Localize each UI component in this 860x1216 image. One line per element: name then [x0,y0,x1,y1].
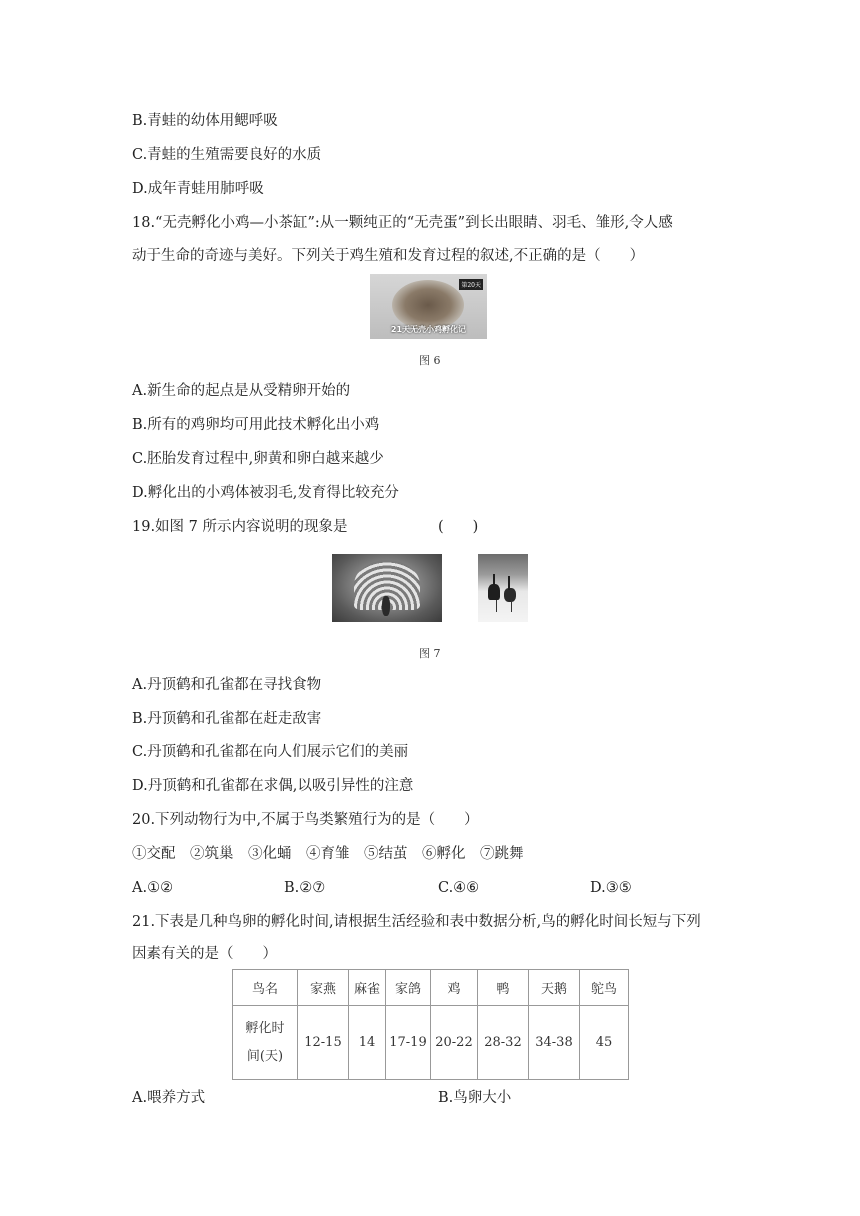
table-header-cell: 鸵鸟 [580,970,629,1006]
q19-stem: 19.如图 7 所示内容说明的现象是 [132,519,348,535]
q19-option-b: B.丹顶鹤和孔雀都在赶走敌害 [132,711,322,727]
q21-option-b: B.鸟卵大小 [438,1090,512,1106]
figure-6-chick-photo [370,274,487,339]
hatching-time-table [232,969,629,1080]
q21-stem-line-2: 因素有关的是（ ） [132,946,277,962]
table-cell: 34-38 [529,1006,580,1080]
crane-right-neck [508,576,510,590]
q18-option-d: D.孵化出的小鸡体被羽毛,发育得比较充分 [132,485,399,501]
photo-corner-label: 第20天 [459,279,483,290]
table-cell: 14 [349,1006,386,1080]
row-label-line-2: 间(天) [246,1048,284,1064]
q21-option-a: A.喂养方式 [132,1090,206,1106]
table-header-cell: 家燕 [298,970,349,1006]
table-header-cell: 鸟名 [233,970,298,1006]
table-cell: 12-15 [298,1006,349,1080]
crane-legs [496,600,512,612]
crane-left [488,584,500,600]
table-header-cell: 鸡 [431,970,478,1006]
table-header-cell: 鸭 [478,970,529,1006]
q20-option-c: C.④⑥ [438,880,480,896]
q19-option-a: A.丹顶鹤和孔雀都在寻找食物 [132,677,322,693]
egg-yolk-shape [392,280,464,330]
q19-option-d: D.丹顶鹤和孔雀都在求偶,以吸引异性的注意 [132,778,414,794]
q18-stem-line-1: 18.“无壳孵化小鸡—小茶缸”:从一颗纯正的“无壳蛋”到长出眼睛、羽毛、雏形,令人感 [132,215,673,231]
table-cell: 45 [580,1006,629,1080]
figure-7-caption: 图 7 [419,647,441,660]
table-header-cell: 家鸽 [386,970,431,1006]
q17-option-d: D.成年青蛙用肺呼吸 [132,181,264,197]
table-header-cell: 麻雀 [349,970,386,1006]
q20-option-a: A.①② [132,880,174,896]
table-cell: 17-19 [386,1006,431,1080]
q18-option-b: B.所有的鸡卵均可用此技术孵化出小鸡 [132,417,380,433]
table-cell: 20-22 [431,1006,478,1080]
figure-6-caption: 图 6 [419,354,441,367]
figure-7-crane-photo [478,554,528,622]
table-row [233,1006,629,1080]
q18-option-a: A.新生命的起点是从受精卵开始的 [132,383,351,399]
q18-stem-line-2: 动于生命的奇迹与美好。下列关于鸡生殖和发育过程的叙述,不正确的是（ ） [132,248,645,264]
table-cell: 28-32 [478,1006,529,1080]
figure-7-peacock-photo [332,554,442,622]
table-header-row [233,970,629,1006]
q17-option-c: C.青蛙的生殖需要良好的水质 [132,147,322,163]
q20-stem: 20.下列动物行为中,不属于鸟类繁殖行为的是（ ） [132,812,479,828]
q18-option-c: C.胚胎发育过程中,卵黄和卵白越来越少 [132,451,384,467]
crane-left-neck [493,574,495,586]
q19-answer-paren: ( ) [438,519,479,535]
q20-option-d: D.③⑤ [590,880,632,896]
photo-banner: 21天无壳小鸡孵化记 [390,325,467,334]
q21-stem-line-1: 21.下表是几种鸟卵的孵化时间,请根据生活经验和表中数据分析,鸟的孵化时间长短与下列 [132,914,701,930]
table-row-label [233,1006,298,1080]
peacock-body [382,596,390,616]
row-label-line-1: 孵化时 [245,1020,285,1036]
q20-option-b: B.②⑦ [284,880,326,896]
table-header-cell: 天鹅 [529,970,580,1006]
q19-option-c: C.丹顶鹤和孔雀都在向人们展示它们的美丽 [132,744,409,760]
q17-option-b: B.青蛙的幼体用鳃呼吸 [132,113,278,129]
q20-behavior-list: ①交配 ②筑巢 ③化蛹 ④育雏 ⑤结茧 ⑥孵化 ⑦跳舞 [132,846,524,862]
